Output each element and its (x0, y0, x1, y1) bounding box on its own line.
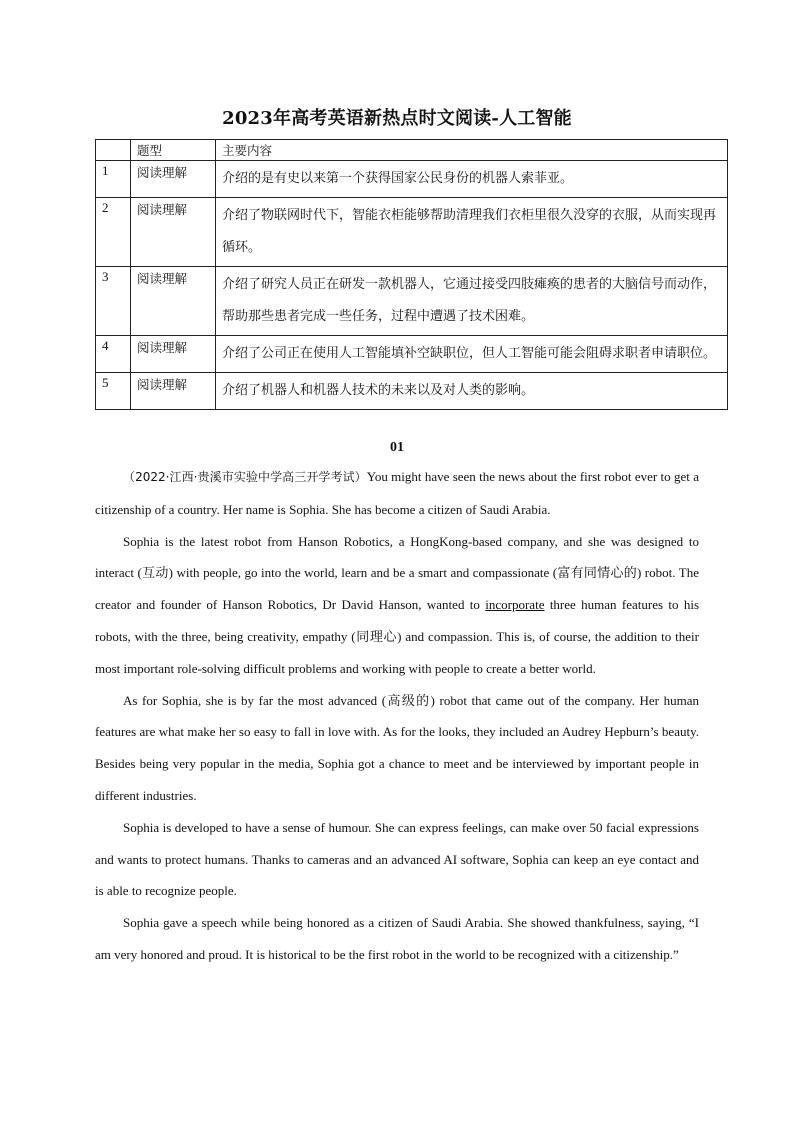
paragraph-1 (95, 461, 699, 526)
row-content: 介绍了机器人和机器人技术的未来以及对人类的影响。 (216, 373, 728, 410)
paragraph-3: As for Sophia, she is by far the most advanced (高级的) robot that came out of the company. Her human features are what make her so easy to fall in love with. As for the looks, they included an Audrey Hepburn’s beauty. Besides being very popular in the media, Sophia got a chance to meet and be interviewed by important people in different industries. (95, 692, 699, 803)
table-row (96, 336, 728, 373)
row-number: 4 (96, 336, 131, 373)
table-row (96, 267, 728, 336)
paragraph-1-text: You might have seen the news about the first robot ever to get a citizenship of a country. Her name is Sophia. She has become a citizen of Saudi Arabia. (95, 469, 699, 517)
underlined-word: incorporate (485, 597, 545, 613)
summary-table (95, 139, 728, 410)
paragraph-2-part1: Sophia is the latest robot from Hanson Robotics, a HongKong-based company, and she was designed to interact (互动) with people, go into the world, learn and be a smart and compassionate (富有同情心的) robot. The creator and founder of Hanson Robotics, Dr David Hanson, wanted to (95, 533, 699, 613)
row-content: 介绍的是有史以来第一个获得国家公民身份的机器人索菲亚。 (216, 161, 728, 198)
table-row (96, 161, 728, 198)
header-number (96, 140, 131, 161)
article-body (95, 461, 699, 971)
row-type: 阅读理解 (131, 336, 216, 373)
row-number: 1 (96, 161, 131, 198)
row-number: 5 (96, 373, 131, 410)
row-type: 阅读理解 (131, 161, 216, 198)
row-type: 阅读理解 (131, 373, 216, 410)
row-content: 介绍了物联网时代下，智能衣柜能够帮助清理我们衣柜里很久没穿的衣服，从而实现再循环。 (216, 198, 728, 267)
row-type: 阅读理解 (131, 198, 216, 267)
row-type: 阅读理解 (131, 267, 216, 336)
row-content: 介绍了研究人员正在研发一款机器人，它通过接受四肢瘫痪的患者的大脑信号而动作，帮助那些患者完成一些任务，过程中遭遇了技术困难。 (216, 267, 728, 336)
header-question-type: 题型 (131, 140, 216, 161)
row-number: 2 (96, 198, 131, 267)
paragraph-2-part2: three human features to his robots, with the three, being creativity, empathy (同理心) and compassion. This is, of course, the addition to their most important role-solving difficult problems and working with people to create a better world. (95, 597, 700, 676)
table-header-row (96, 140, 728, 161)
header-main-content: 主要内容 (216, 140, 728, 161)
paragraph-4: Sophia is developed to have a sense of humour. She can express feelings, can make over 50 facial expressions and wants to protect humans. Thanks to cameras and an advanced AI software, Sophia can keep an eye contact and is able to recognize people. (95, 819, 699, 899)
question-source: （2022·江西·贵溪市实验中学高三开学考试） (123, 470, 367, 484)
row-number: 3 (96, 267, 131, 336)
paragraph-2 (95, 526, 699, 685)
row-content: 介绍了公司正在使用人工智能填补空缺职位，但人工智能可能会阻碍求职者申请职位。 (216, 336, 728, 373)
page-title: 2023年高考英语新热点时文阅读-人工智能 (222, 108, 572, 129)
paragraph-5: Sophia gave a speech while being honored as a citizen of Saudi Arabia. She showed thankfulness, saying, “I am very honored and proud. It is historical to be the first robot in the world to be recognized with a citizenship.” (95, 915, 699, 962)
table-row (96, 373, 728, 410)
section-number: 01 (390, 440, 404, 455)
table-row (96, 198, 728, 267)
